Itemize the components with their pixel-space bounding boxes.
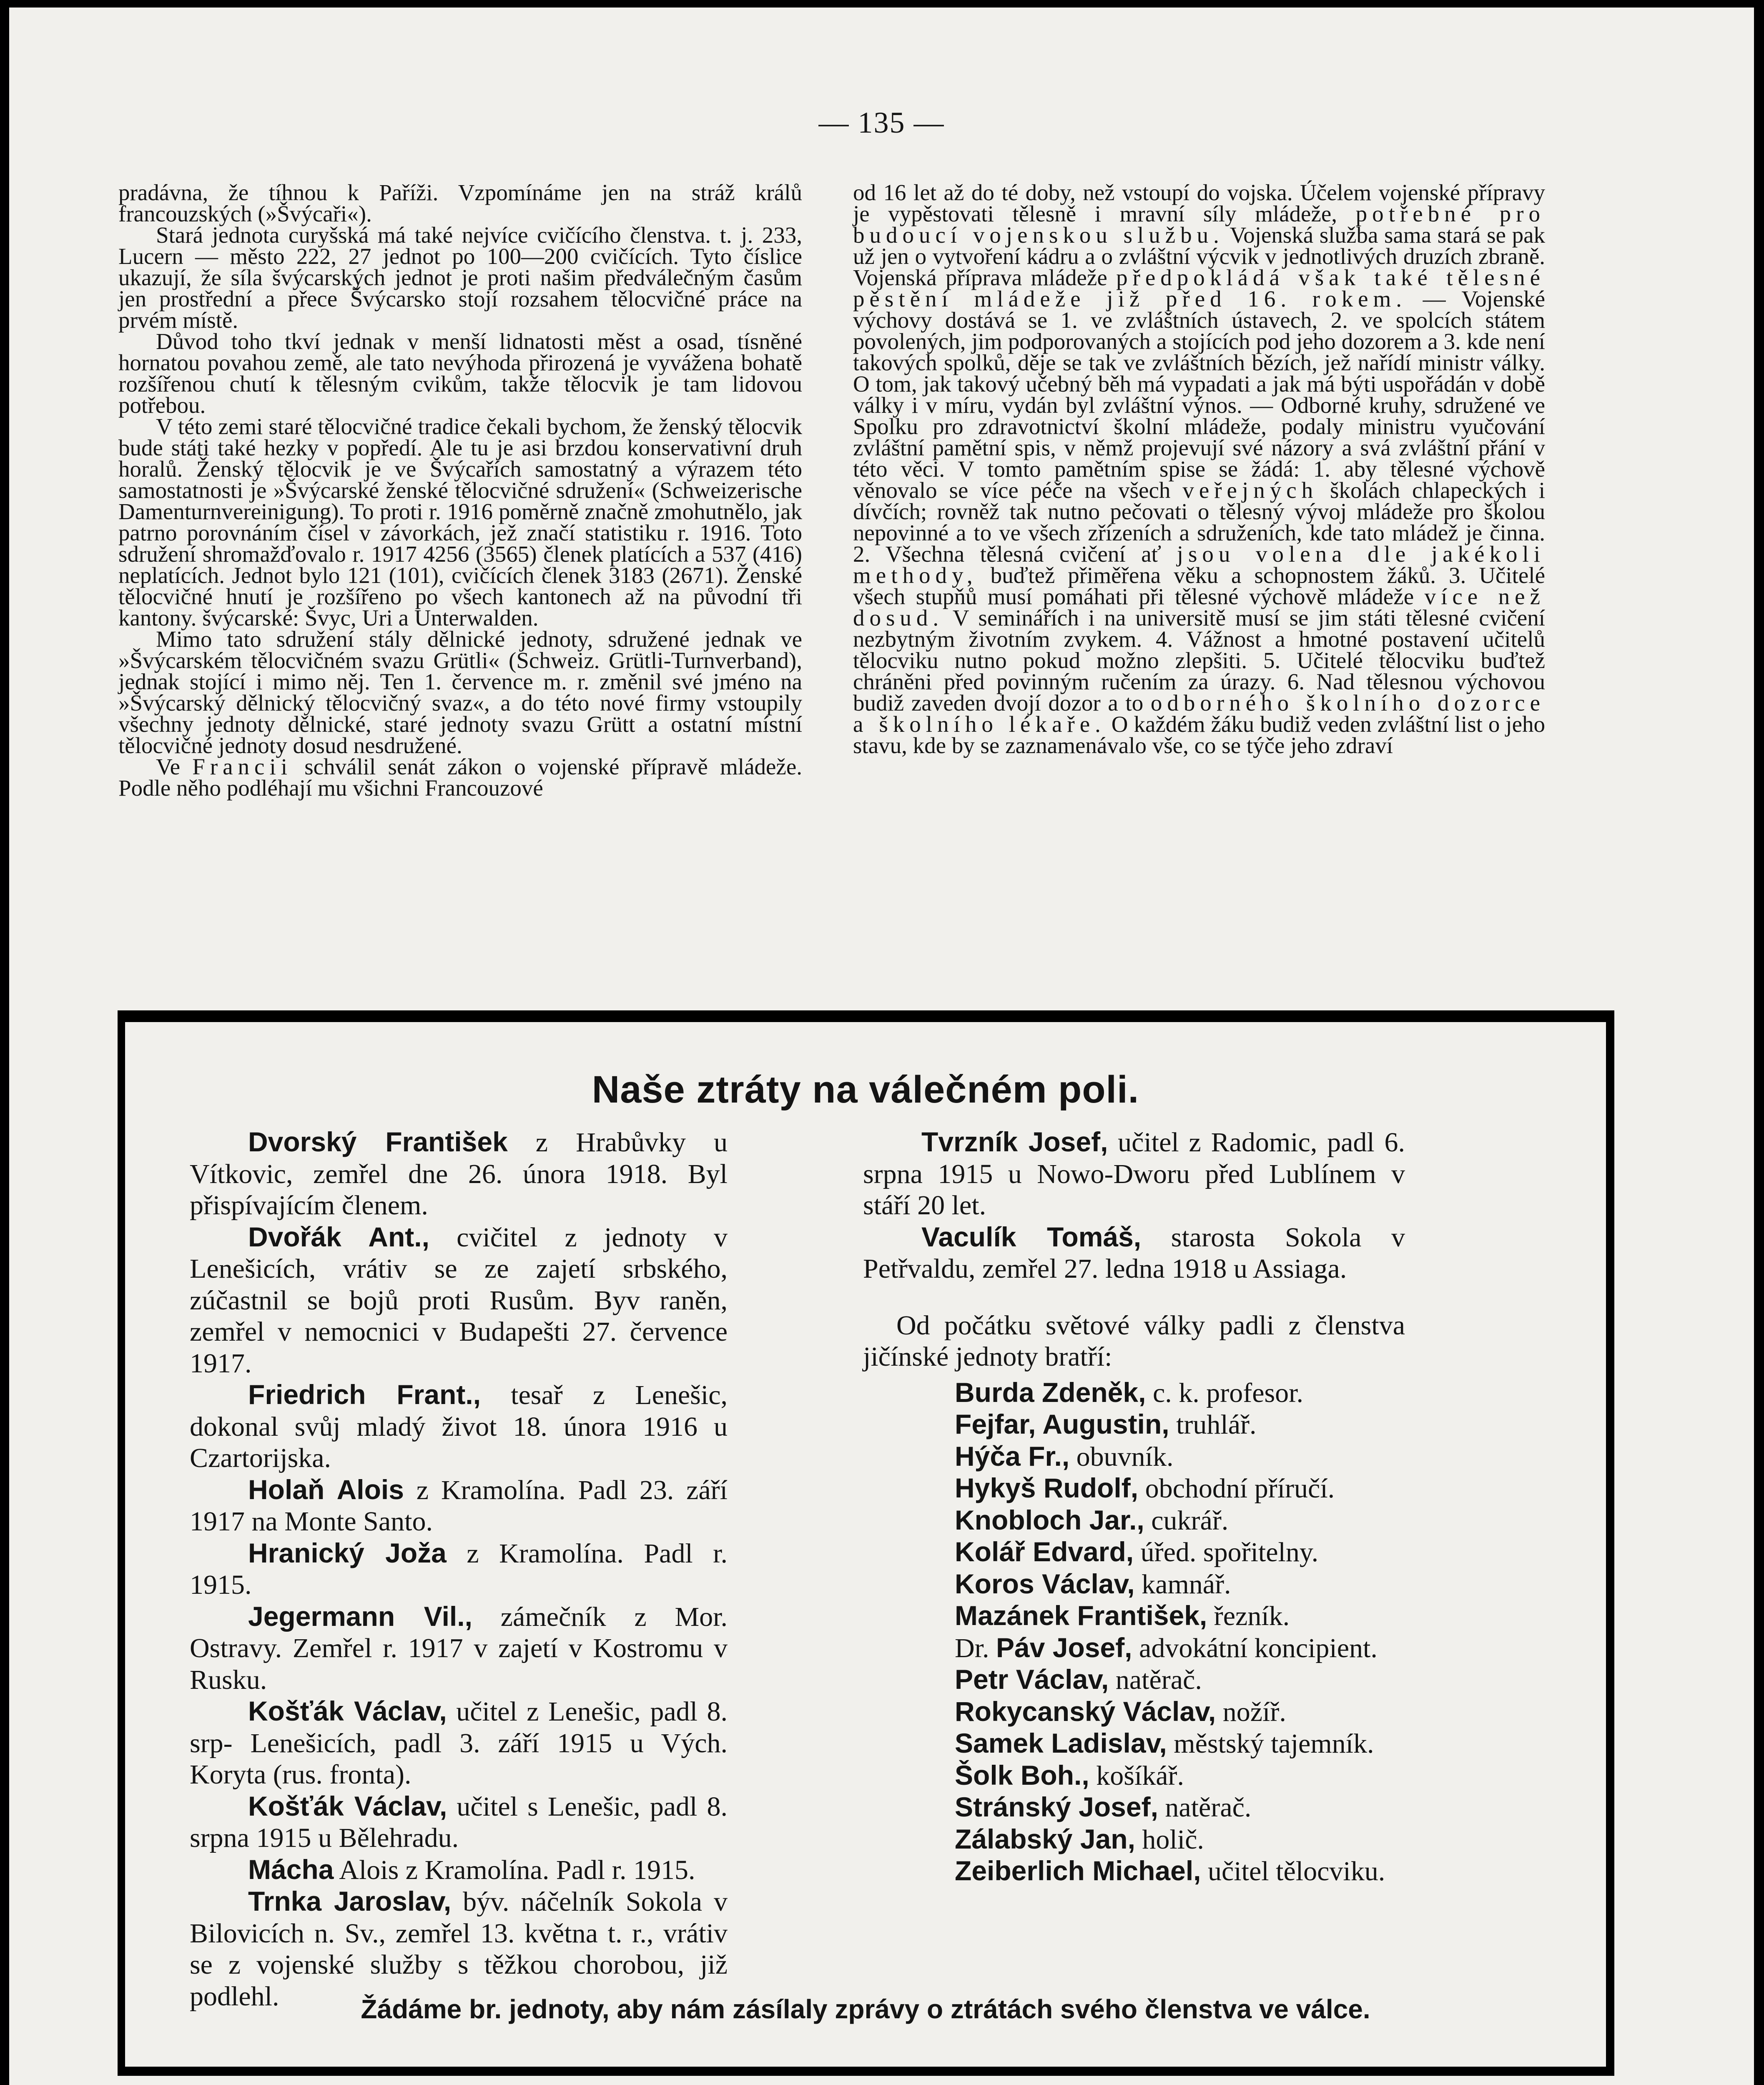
entry-text: býv. náčelník Sokola v Bilovicích n. Sv., zemřel 13. května t. r., vrátiv se z vojenské služby s těžkou chorobou, již podlehl.	[190, 1887, 728, 2012]
member-role: obchodní příručí.	[1138, 1473, 1335, 1504]
list-item	[955, 1536, 1405, 1568]
loss-entry	[190, 1601, 728, 1696]
entry-name: Holaň Alois	[248, 1474, 404, 1505]
entry-text: učitel z Radomic, padl 6. srpna 1915 u Nowo-Dworu před Lublínem v stáří 20 let.	[863, 1127, 1405, 1221]
loss-entry	[863, 1126, 1405, 1221]
member-role: holič.	[1135, 1824, 1204, 1855]
list-item	[955, 1824, 1405, 1856]
losses-right-column	[863, 1126, 1405, 1887]
member-name: Šolk Boh.,	[955, 1759, 1089, 1791]
member-name: Páv Josef,	[996, 1632, 1132, 1663]
member-role: kamnář.	[1134, 1569, 1231, 1600]
paragraph	[118, 756, 802, 799]
member-role: natěrač.	[1109, 1665, 1202, 1695]
spaced-text: více než dosud.	[853, 584, 1545, 631]
losses-left-column	[190, 1126, 728, 2012]
text-run: schválil senát zákon o vojenské přípravě mládeže. Podle něho podléhají mu všichni Francouzové	[118, 754, 802, 801]
member-role: c. k. profesor.	[1146, 1377, 1304, 1408]
list-item	[955, 1472, 1405, 1505]
list-item	[955, 1600, 1405, 1632]
spaced-text: odborného školního dozorce a školního lékaře.	[853, 690, 1545, 737]
text-run: — Vojenské výchovy dostává se 1. ve zvláštních ústavech, 2. ve spolcích státem povolených, jim podporovaných a stojících pod jeho dozorem a 3. kde není takových spolků, děje se tak ve zvláštních bězích, jež nařídí ministr války. O tom, jak takový učebný běh má vypadati a jak má býti uspořádán v době války i v míru, vydán byl zvláštní výnos. — Odborné kruhy, sdružené ve Spolku pro zdravotnictví školní mládeže, podaly ministru vyučování zvláštní pamětní spis, v němž projevují své názory a svá zvláštní přání v této věci. V tomto pamětním spise se žádá: 1. aby tělesné výchově věnovalo se více péče na všech	[853, 286, 1545, 503]
war-losses-box	[118, 1010, 1614, 2076]
member-name: Koros Václav,	[955, 1568, 1135, 1599]
member-name: Stránský Josef,	[955, 1791, 1158, 1822]
member-role: nožíř.	[1216, 1696, 1286, 1727]
entry-text: učitel z Lenešic, padl 8. srp- Lenešicích, padl 3. září 1915 u Vých. Koryta (rus. fronta).	[190, 1696, 728, 1790]
entry-name: Mácha	[248, 1854, 334, 1885]
entry-text: Alois z Kramolína. Padl r. 1915.	[334, 1854, 695, 1885]
member-role: městský tajemník.	[1167, 1728, 1374, 1759]
member-name: Mazánek František,	[955, 1600, 1207, 1631]
text-run: školách chlapeckých i dívčích; rovněž tak nutno pečovati o tělesný vývoj mládeže pro školou nepovinné a to ve všech zřízeních a sdruženích, kde tato mládež je činna. 2. Všechna tělesná cvičení ať	[853, 477, 1545, 567]
entry-name: Friedrich Frant.,	[248, 1379, 481, 1410]
paragraph: Mimo tato sdružení stály dělnické jednoty, sdružené jednak ve »Švýcarském tělocvičném svazu Grütli« (Schweiz. Grütli-Turnverband), jednak stojící i mimo něj. Ten 1. července m. r. změnil své jméno na »Švýcarský dělnický tělocvičný svaz«, a do této nové firmy vstoupily všechny jednoty dělnické, staré jednoty svazu Grütt a ostatní místní tělocvičné jednoty dosud nesdružené.	[118, 626, 802, 758]
text-run: Vojenská služba sama stará se pak už jen o vytvoření kádru a o zvláštní výcvik v jednotlivých druzích zbraně. Vojenská příprava mládeže	[853, 222, 1545, 290]
entry-text: z Kramolína. Padl r. 1915.	[190, 1538, 728, 1600]
page	[9, 8, 1754, 2085]
spaced-text: jsou volena dle jakékoli methody,	[853, 541, 1545, 588]
member-name: Rokycanský Václav,	[955, 1696, 1216, 1727]
list-item	[955, 1791, 1405, 1824]
spaced-text: předpokládá však také tělesné pěstění mládeže již před 16. rokem.	[853, 265, 1545, 311]
entry-name: Dvořák Ant.,	[248, 1221, 429, 1252]
text-run: Ve	[156, 754, 193, 779]
member-prefix: Dr.	[955, 1633, 996, 1663]
text-run: V seminářích i na universitě musí se jim státi tělesné cvičení nezbytným životním zvykem. 4. Vážnost a hmotné postavení učitelů tělocviku nutno pokud možno zlepšiti. 5. Učitelé tělocviku buďtež chráněni před povinným ručením za úrazy. 6. Nad tělesnou výchovou budiž zaveden dvojí dozor a to	[853, 605, 1545, 716]
entry-name: Dvorský František	[248, 1126, 508, 1157]
text-run: od 16 let až do té doby, než vstoupí do vojska. Účelem vojenské přípravy je vypěstovati tělesně i mravní síly mládeže,	[853, 180, 1545, 226]
entry-name: Jegermann Vil.,	[248, 1600, 472, 1632]
member-name: Samek Ladislav,	[955, 1728, 1167, 1758]
paragraph: Důvod toho tkví jednak v menší lidnatosti měst a osad, tísněné hornatou povahou země, ale tato nevýhoda přirozená je vyvážena bohatě rozšířenou chutí k tělesným cvikům, takže tělocvik je tam lidovou potřebou.	[118, 329, 802, 418]
loss-entry	[190, 1886, 728, 2012]
entry-name: Trnka Jaroslav,	[248, 1886, 452, 1917]
paragraph: Stará jednota curyšská má také nejvíce cvičícího členstva. t. j. 233, Lucern — město 222, 27 jednot po 100—200 cvičících. Tyto číslice ukazují, že síla švýcarských jednot je proti našim předválečným časům jen prostřední a přece Švýcarsko stojí rozsahem tělocvičné práce na prvém místě.	[118, 222, 802, 333]
member-role: natěrač.	[1158, 1792, 1252, 1823]
entry-name: Tvrzník Josef,	[921, 1126, 1108, 1157]
member-name: Zálabský Jan,	[955, 1823, 1135, 1854]
entry-text: učitel s Lenešic, padl 8. srpna 1915 u Bělehradu.	[190, 1791, 728, 1853]
paragraph	[853, 182, 1545, 756]
entry-name: Hranický Joža	[248, 1537, 447, 1568]
list-item	[955, 1696, 1405, 1728]
entry-name: Vaculík Tomáš,	[921, 1221, 1142, 1252]
fallen-members-list	[955, 1377, 1405, 1887]
entry-name: Košťák Václav,	[248, 1696, 447, 1726]
footer-request: Žádáme br. jednoty, aby nám zásílaly zprávy o ztrátách svého členstva ve válce.	[361, 1994, 1370, 2024]
loss-entry	[190, 1696, 728, 1791]
entry-text: cvičitel z jednoty v Lenešicích, vrátiv se ze zajetí srbského, zúčastnil se bojů proti Rusům. Byv raněn, zemřel v nemocnici v Budapešti 27. července 1917.	[190, 1222, 728, 1379]
member-name: Petr Václav,	[955, 1664, 1109, 1695]
entry-text: z Hrabůvky u Vítkovic, zemřel dne 26. února 1918. Byl přispívajícím členem.	[190, 1127, 728, 1221]
member-name: Fejfar, Augustin,	[955, 1409, 1169, 1439]
member-role: učitel tělocviku.	[1201, 1856, 1385, 1887]
entry-text: tesař z Lenešic, dokonal svůj mladý život 18. února 1916 u Czartorijska.	[190, 1380, 728, 1473]
member-role: úřed. spořitelny.	[1134, 1537, 1319, 1568]
list-item	[955, 1855, 1405, 1887]
member-name: Hýča Fr.,	[955, 1440, 1070, 1472]
list-item	[955, 1505, 1405, 1537]
loss-entry	[190, 1537, 728, 1601]
member-role: cukrář.	[1144, 1505, 1229, 1536]
member-name: Kolář Edvard,	[955, 1536, 1134, 1567]
left-article-column	[118, 182, 802, 799]
members-intro: Od počátku světové války padli z členstva jičínské jednoty bratří:	[863, 1310, 1405, 1372]
member-name: Zeiberlich Michael,	[955, 1855, 1201, 1886]
list-item	[955, 1441, 1405, 1473]
member-role: obuvník.	[1069, 1441, 1174, 1472]
entry-text: z Kramolína. Padl 23. září 1917 na Monte Santo.	[190, 1475, 728, 1537]
list-item	[955, 1728, 1405, 1760]
loss-entry	[190, 1221, 728, 1379]
paragraph: pradávna, že tíhnou k Paříži. Vzpomínáme jen na stráž králů francouzských (»Švýcaři«).	[118, 180, 802, 226]
list-item	[955, 1568, 1405, 1600]
member-role: truhlář.	[1169, 1409, 1257, 1440]
losses-title: Naše ztráty na válečném poli.	[592, 1068, 1139, 1111]
list-item	[955, 1760, 1405, 1792]
member-name: Knobloch Jar.,	[955, 1504, 1144, 1535]
loss-entry	[190, 1126, 728, 1221]
member-role: řezník.	[1207, 1601, 1290, 1631]
member-role: advokátní koncipient.	[1132, 1633, 1378, 1663]
list-item	[955, 1409, 1405, 1441]
spaced-text: potřebné pro budoucí vojenskou službu.	[853, 201, 1545, 248]
spaced-text: veřejných	[1182, 477, 1318, 503]
spaced-text: Francii	[192, 754, 293, 779]
entry-text: starosta Sokola v Petřvaldu, zemřel 27. ledna 1918 u Assiaga.	[863, 1222, 1405, 1284]
text-run: buďtež přiměřena věku a schopnostem žáků. 3. Učitelé všech stupňů musí pomáhati při tělesné výchově mládeže	[853, 563, 1545, 609]
member-name: Hykyš Rudolf,	[955, 1472, 1139, 1503]
loss-entry	[190, 1474, 728, 1537]
loss-entry	[190, 1379, 728, 1474]
text-run: O každém žáku budiž veden zvláštní list o jeho stavu, kde by se zaznamenávalo vše, co se týče jeho zdraví	[853, 711, 1545, 758]
paragraph: V této zemi staré tělocvičné tradice čekali bychom, že ženský tělocvik bude státi také hezky v popředí. Ale tu je asi brzdou konservativní druh horalů. Ženský tělocvik je ve Švýcařích samostatný a výrazem této samostatnosti je »Švýcarské ženské tělocvičné sdružení« (Schweizerische Damenturnvereinigung). To proti r. 1916 poměrně značně zmohutnělo, jak patrno porovnáním čísel v závorkách, jež značí statistiku r. 1916. Toto sdružení shromažďovalo r. 1917 4256 (3565) členek platících a 537 (416) neplatících. Jednot bylo 121 (101), cvičících členek 3183 (2671). Ženské tělocvičné hnutí je rozšířeno po všech kantonech až na původní tři kantony. švýcarské: Švyc, Uri a Unterwalden.	[118, 414, 802, 631]
loss-entry	[190, 1791, 728, 1854]
loss-entry	[863, 1221, 1405, 1285]
list-item	[955, 1664, 1405, 1696]
page-number: — 135 —	[818, 106, 945, 139]
member-role: košíkář.	[1089, 1760, 1184, 1791]
entry-text: zámečník z Mor. Ostravy. Zemřel r. 1917 v zajetí v Kostromu v Rusku.	[190, 1601, 728, 1695]
list-item	[955, 1377, 1405, 1409]
entry-name: Košťák Václav,	[248, 1790, 447, 1821]
list-item	[955, 1632, 1405, 1664]
loss-entry	[190, 1854, 728, 1886]
right-article-column	[853, 182, 1545, 756]
member-name: Burda Zdeněk,	[955, 1377, 1146, 1408]
